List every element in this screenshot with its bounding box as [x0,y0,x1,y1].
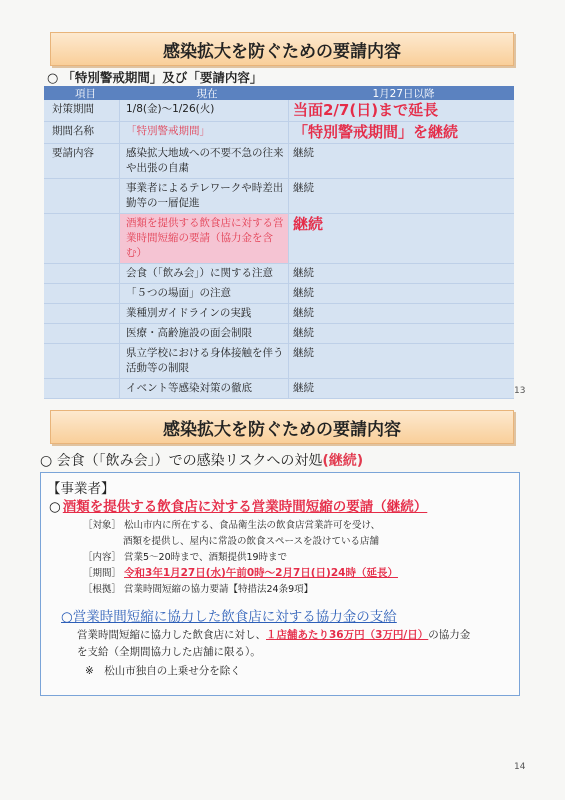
row-after: 継続 [293,307,314,319]
table-row [44,284,514,304]
request-table [44,86,514,399]
basis-label: ［根拠］ [83,584,122,595]
circle-bullet-icon: ○ [49,499,61,515]
content-line [83,549,287,563]
row-current: 1/8(金)～1/26(火) [119,100,289,121]
period-label: ［期間］ [83,568,122,579]
circle-bullet-icon: ○ [47,71,59,86]
heading-text: 酒類を提供する飲食店に対する営業時間短縮の要請（継続） [62,499,428,515]
table-row [44,379,514,399]
target-label: ［対象］ [83,520,122,531]
table-row [44,264,514,284]
page1-subhead [47,68,262,86]
table-row [44,144,514,179]
basis-line [83,581,313,595]
business-tag: 【事業者】 [47,481,115,497]
row-current: 医療・高齢施設の面会制限 [119,324,289,343]
row-current: 県立学校における身体接触を伴う活動等の制限 [119,344,289,378]
content-label: ［内容］ [83,552,122,563]
page-number: 13 [514,386,526,396]
table-row [44,179,514,214]
page1-banner: 感染拡大を防ぐための要請内容 [50,32,514,66]
period-line [83,565,398,580]
row-item [44,344,119,378]
table-row [44,214,514,264]
row-item: 対策期間 [52,103,94,115]
page-number: 14 [514,762,526,772]
page2-banner: 感染拡大を防ぐための要請内容 [50,410,514,444]
table-row [44,122,514,144]
row-current: 「５つの場面」の注意 [119,284,289,303]
row-after: 継続 [293,347,314,359]
row-item: 期間名称 [52,125,94,137]
row-current: 会食（「飲み会」）に関する注意 [119,264,289,283]
subsidy-body-1 [77,627,470,642]
row-after: 当面2/7(日)まで延長 [293,101,439,119]
table-row [44,100,514,122]
row-current: 「特別警戒期間」 [119,122,289,143]
table-row [44,304,514,324]
row-item [44,304,119,323]
row-current: 事業者によるテレワークや時差出勤等の一層促進 [119,179,289,213]
period-text: 令和3年1月27日(水)午前0時～2月7日(日)24時（延長） [124,567,398,579]
row-after: 継続 [293,215,324,233]
target-text: 松山市内に所在する、食品衛生法の飲食店営業許可を受け、 [124,520,381,531]
target-line-1 [83,517,380,531]
row-item: 要請内容 [52,147,94,159]
row-after: 「特別警戒期間」を継続 [293,123,459,141]
row-item [44,324,119,343]
row-current: 感染拡大地域への不要不急の往来や出張の自粛 [119,144,289,178]
header-after: 1月27日以降 [372,87,435,100]
row-current: イベント等感染対策の徹底 [119,379,289,398]
table-header [44,86,514,100]
content-text: 営業5～20時まで、酒類提供19時まで [124,552,288,563]
shortened-hours-heading [49,495,427,515]
body-text: 営業時間短縮に協力した飲食店に対し、 [77,629,266,641]
row-after: 継続 [293,182,314,194]
subsidy-amount: １店舗あたり36万円（3万円/日） [266,629,429,641]
row-after: 継続 [293,287,314,299]
basis-text: 営業時間短縮の協力要請【特措法24条9項】 [124,584,314,595]
row-item [44,214,119,263]
target-line-2: 酒類を提供し、屋内に常設の飲食スペースを設けている店舗 [123,536,380,547]
row-after: 継続 [293,147,314,159]
row-after: 継続 [293,327,314,339]
row-item [44,179,119,213]
subhead-text: 「特別警戒期間」及び「要請内容」 [62,70,263,85]
row-item [44,284,119,303]
row-item [44,264,119,283]
row-item [44,379,119,398]
row-after: 継続 [293,382,314,394]
subhead-text: ○ 会食（「飲み会」）での感染リスクへの対処 [40,453,323,469]
row-current: 業種別ガイドラインの実践 [119,304,289,323]
row-current: 酒類を提供する飲食店に対する営業時間短縮の要請（協力金を含む） [119,214,289,263]
table-row [44,344,514,379]
subsidy-body-2: を支給（全期間協力した店舗に限る）。 [77,646,261,658]
body-text: の協力金 [428,629,471,641]
header-current: 現在 [196,87,218,100]
table-row [44,324,514,344]
subsidy-heading: ○営業時間短縮に協力した飲食店に対する協力金の支給 [61,609,397,625]
continued-label: (継続) [322,453,364,469]
business-request-box [40,472,520,696]
page2-subhead [40,450,363,470]
row-after: 継続 [293,267,314,279]
header-item: 項目 [75,87,96,100]
subsidy-note: ※ 松山市独自の上乗せ分を除く [85,665,241,677]
